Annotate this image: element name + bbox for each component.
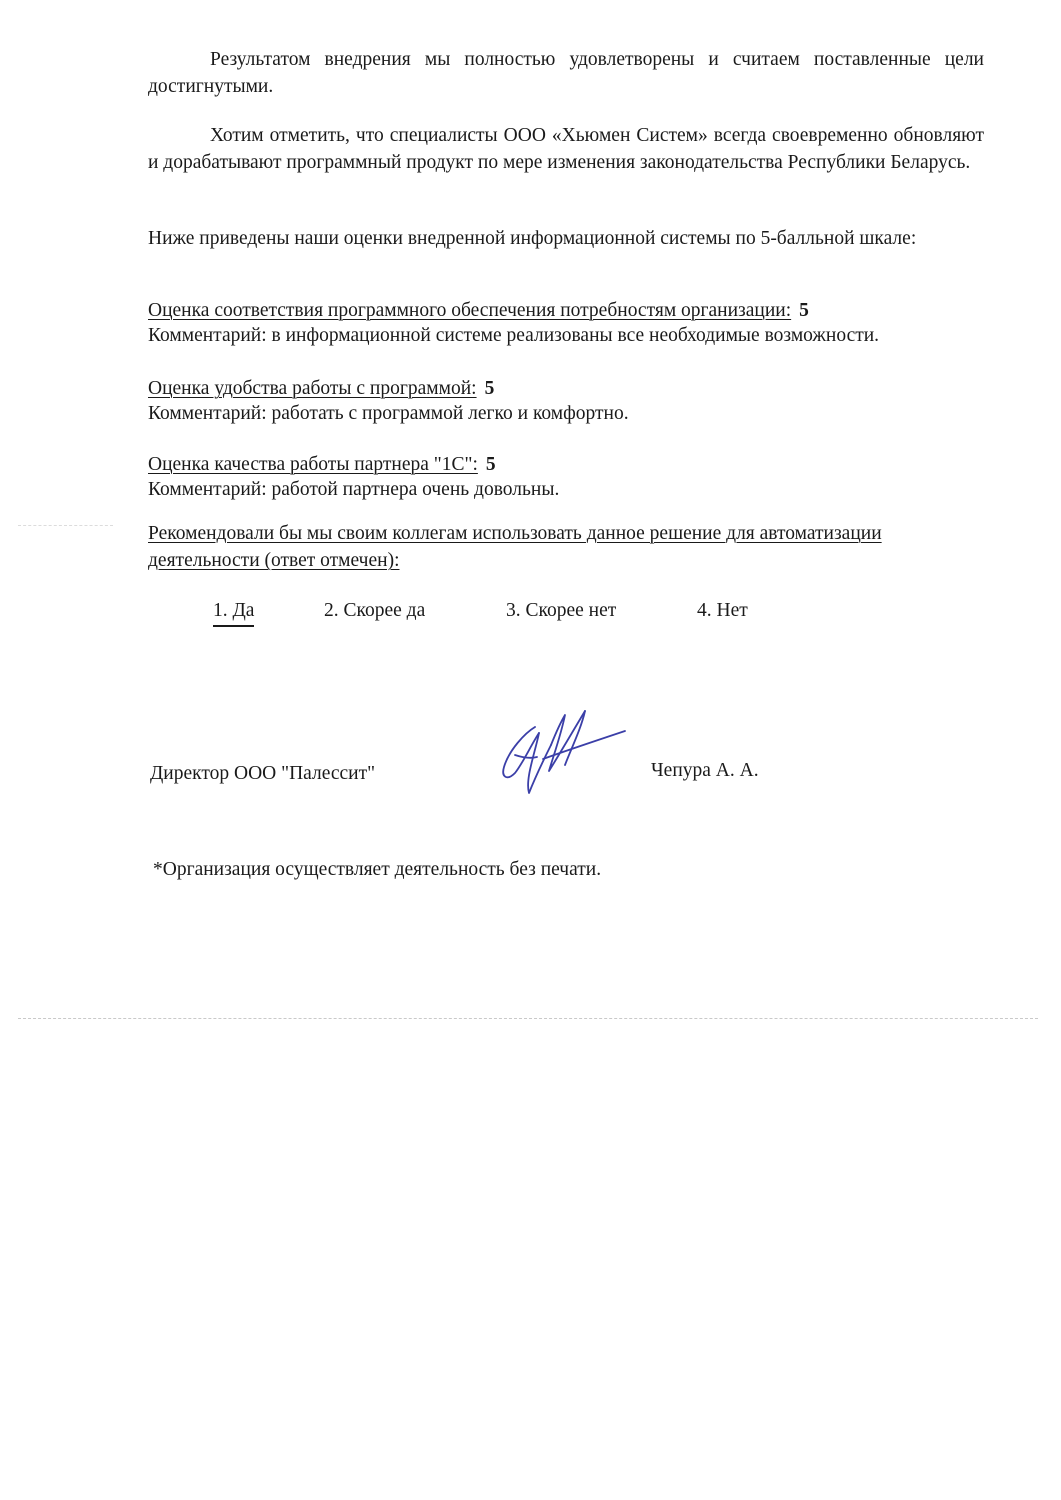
page-fold-line [18, 1018, 1038, 1019]
signatory-name: Чепура А. А. [651, 760, 759, 781]
rating-1-comment: Комментарий: в информационной системе реализованы все необходимые возможности. [148, 325, 880, 346]
rating-2-score: 5 [484, 378, 495, 399]
recommendation-question: Рекомендовали бы мы своим коллегам использовать данное решение для автоматизации деятельности (ответ отмечен): [148, 523, 882, 571]
rating-1-label: Оценка соответствия программного обеспечения потребностям организации: [148, 300, 792, 321]
rating-3-label: Оценка качества работы партнера "1С": [148, 454, 478, 475]
rating-3-score: 5 [485, 454, 496, 475]
option-rather-yes: 2. Скорее да [324, 600, 426, 621]
rating-2-comment: Комментарий: работать с программой легко и комфортно. [148, 403, 629, 424]
paragraph-results: Результатом внедрения мы полностью удовлетворены и считаем поставленные цели достигнутыми. [148, 49, 984, 97]
rating-1-heading [148, 297, 809, 324]
scan-artifact-line [18, 525, 113, 526]
rating-2-label: Оценка удобства работы с программой: [148, 378, 477, 399]
handwritten-signature [495, 705, 635, 800]
footnote: *Организация осуществляет деятельность без печати. [153, 859, 602, 880]
rating-3-heading [148, 451, 496, 478]
rating-3-comment: Комментарий: работой партнера очень довольны. [148, 479, 560, 500]
paragraph-specialists: Хотим отметить, что специалисты ООО «Хьюмен Систем» всегда своевременно обновляют и дорабатывают программный продукт по мере изменения законодательства Республики Беларусь. [148, 125, 984, 173]
signatory-position: Директор ООО "Палессит" [150, 763, 376, 784]
option-yes: 1. Да [213, 597, 254, 627]
rating-1-score: 5 [799, 300, 809, 321]
paragraph-ratings-intro: Ниже приведены наши оценки внедренной информационной системы по 5-балльной шкале: [148, 228, 917, 249]
option-no: 4. Нет [697, 600, 748, 621]
option-rather-no: 3. Скорее нет [506, 600, 617, 621]
rating-2-heading [148, 375, 494, 402]
